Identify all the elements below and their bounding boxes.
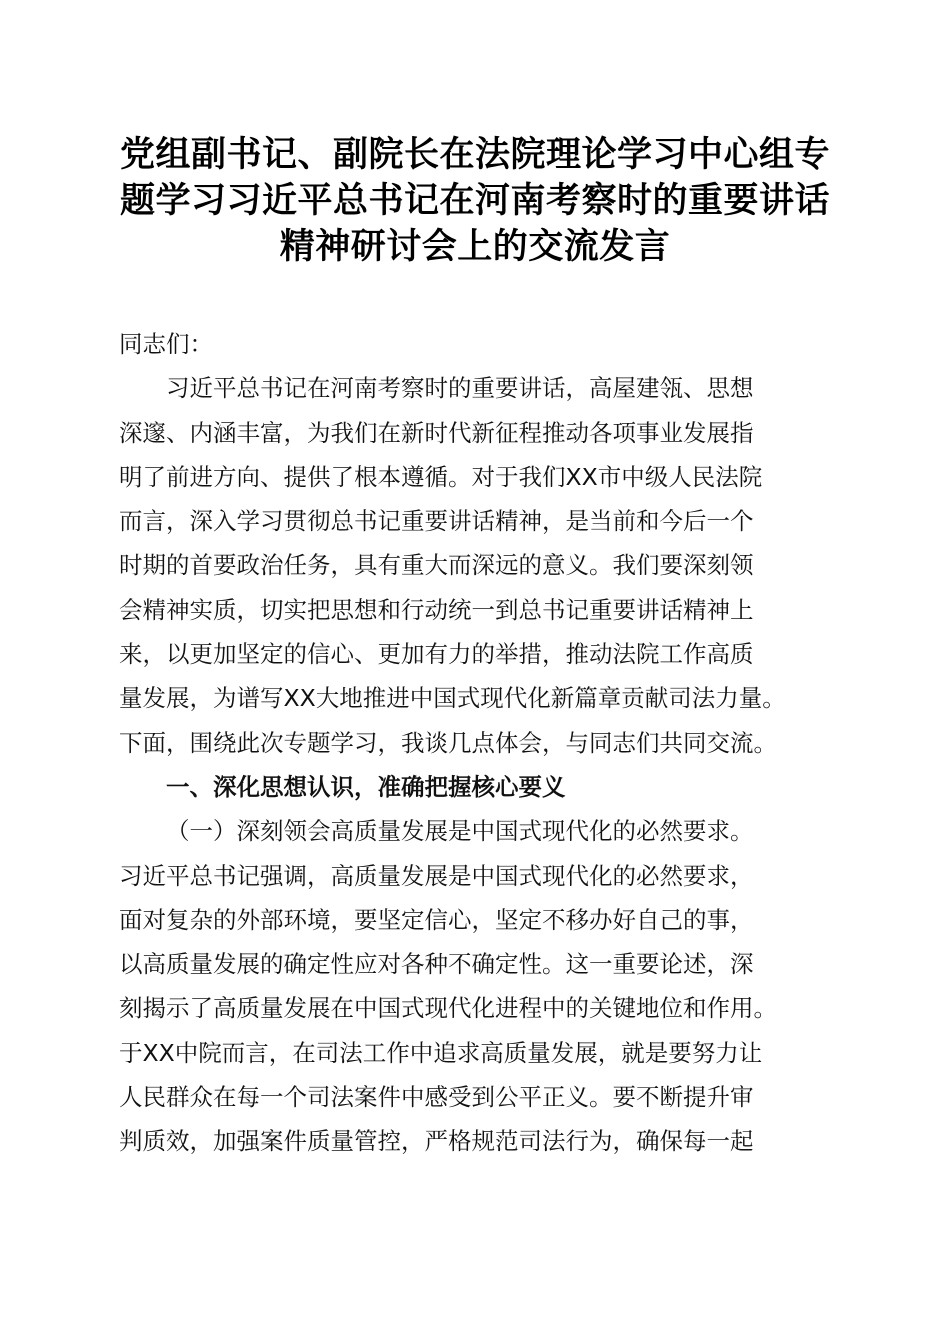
paragraph-line: 深邃、内涵丰富，为我们在新时代新征程推动各项事业发展指 [119,418,754,447]
paragraph-line: 判质效，加强案件质量管控，严格规范司法行为，确保每一起 [119,1127,754,1156]
paragraph-line: 明了前进方向、提供了根本遵循。对于我们XX市中级人民法院 [119,462,763,491]
title-line: 精神研讨会上的交流发言 [279,226,671,267]
paragraph-line: 人民群众在每一个司法案件中感受到公平正义。要不断提升审 [119,1083,754,1112]
paragraph-line: 于XX中院而言，在司法工作中追求高质量发展，就是要努力让 [119,1038,763,1067]
paragraph-line: 以高质量发展的确定性应对各种不确定性。这一重要论述，深 [119,950,754,979]
title-line: 题学习习近平总书记在河南考察时的重要讲话 [119,180,830,221]
paragraph-line: 量发展，为谱写XX大地推进中国式现代化新篇章贡献司法力量。 [119,684,786,713]
section-heading: 一、深化思想认识，准确把握核心要义 [166,772,566,801]
paragraph-line: 习近平总书记强调，高质量发展是中国式现代化的必然要求， [119,861,754,890]
subsection-heading-line: （一）深刻领会高质量发展是中国式现代化的必然要求。 [166,817,754,846]
paragraph-line: 时期的首要政治任务，具有重大而深远的意义。我们要深刻领 [119,551,754,580]
document-title [60,132,890,270]
document-body [119,322,839,1164]
paragraph-line: 下面，围绕此次专题学习，我谈几点体会，与同志们共同交流。 [119,728,777,757]
title-line: 党组副书记、副院长在法院理论学习中心组专 [119,134,830,175]
paragraph-line: 会精神实质，切实把思想和行动统一到总书记重要讲话精神上 [119,595,754,624]
paragraph-line: 来，以更加坚定的信心、更加有力的举措，推动法院工作高质 [119,640,754,669]
paragraph-line: 习近平总书记在河南考察时的重要讲话，高屋建瓴、思想 [166,374,754,403]
paragraph-line: 而言，深入学习贯彻总书记重要讲话精神，是当前和今后一个 [119,507,754,536]
paragraph-line: 面对复杂的外部环境，要坚定信心，坚定不移办好自己的事， [119,905,754,934]
greeting: 同志们： [119,330,213,358]
paragraph-line: 刻揭示了高质量发展在中国式现代化进程中的关键地位和作用。 [119,994,777,1023]
